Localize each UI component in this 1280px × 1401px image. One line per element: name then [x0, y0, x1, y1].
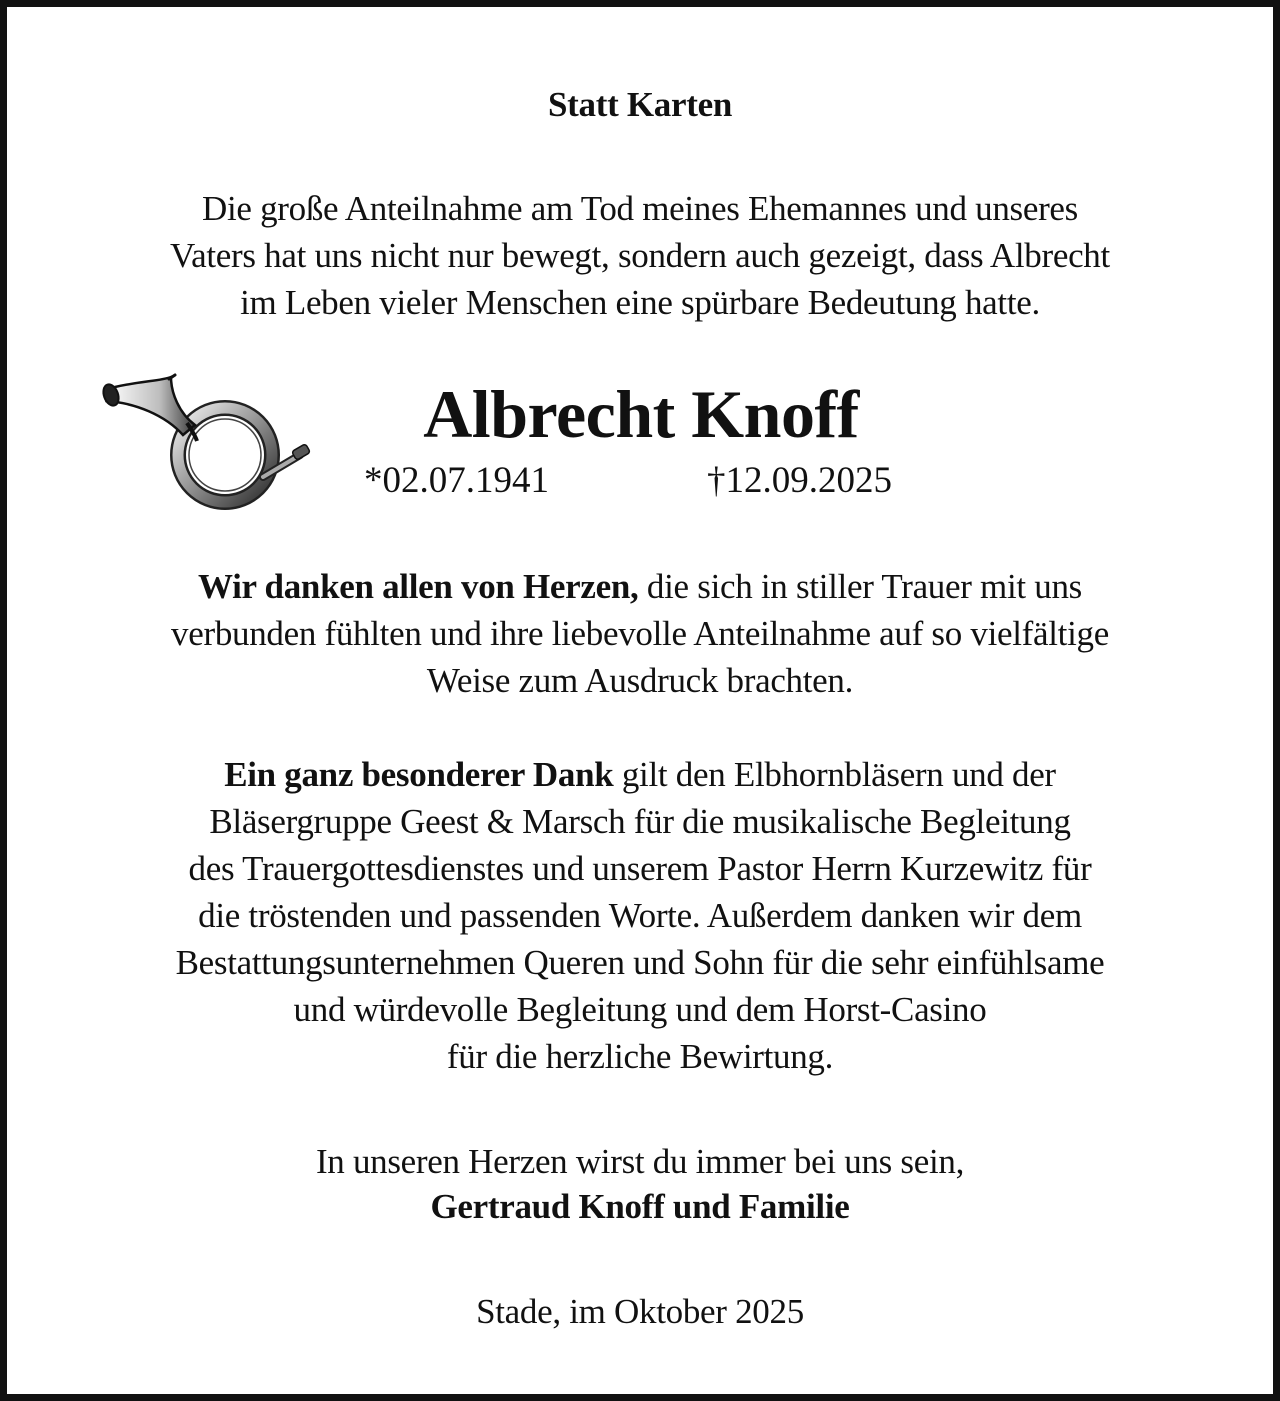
thanks-line-1-rest: die sich in stiller Trauer mit uns — [638, 567, 1082, 606]
intro-line-2: Vaters hat uns nicht nur bewegt, sondern auch gezeigt, dass Albrecht — [170, 236, 1110, 275]
thanks-bold-lead: Wir danken allen von Herzen, — [198, 567, 639, 606]
special-thanks-line-3: des Trauergottesdienstes und unserem Pastor Herrn Kurzewitz für — [188, 849, 1092, 888]
deceased-name: Albrecht Knoff — [423, 376, 859, 452]
special-thanks-line-5: Bestattungsunternehmen Queren und Sohn für die sehr einfühlsame — [175, 943, 1105, 982]
special-thanks-line-2: Bläsergruppe Geest & Marsch für die musikalische Begleitung — [209, 802, 1071, 841]
birth-date: *02.07.1941 — [364, 460, 549, 501]
thanks-line-2: verbunden fühlten und ihre liebevolle Anteilnahme auf so vielfältige — [171, 614, 1109, 653]
thanks-line-3: Weise zum Ausdruck brachten. — [426, 661, 854, 700]
intro-line-1: Die große Anteilnahme am Tod meines Ehemannes und unseres — [202, 189, 1078, 228]
special-thanks-line-4: die tröstenden und passenden Worte. Außerdem danken wir dem — [198, 896, 1082, 935]
signature: Gertraud Knoff und Familie — [430, 1187, 850, 1226]
notice-heading: Statt Karten — [548, 85, 732, 124]
intro-line-3: im Leben vieler Menschen eine spürbare Bedeutung hatte. — [240, 283, 1040, 322]
special-thanks-line-6: und würdevolle Begleitung und dem Horst-Casino — [293, 990, 987, 1029]
special-thanks-bold-lead: Ein ganz besonderer Dank — [224, 755, 614, 794]
special-thanks-line-1 — [7, 751, 1273, 798]
special-thanks-line-1-rest: gilt den Elbhornbläsern und der — [613, 755, 1056, 794]
place-and-date: Stade, im Oktober 2025 — [476, 1292, 804, 1331]
thanks-line-1 — [7, 563, 1273, 610]
closing-line: In unseren Herzen wirst du immer bei uns sein, — [315, 1142, 965, 1181]
death-date: †12.09.2025 — [707, 460, 892, 501]
special-thanks-line-7: für die herzliche Bewirtung. — [446, 1037, 834, 1076]
